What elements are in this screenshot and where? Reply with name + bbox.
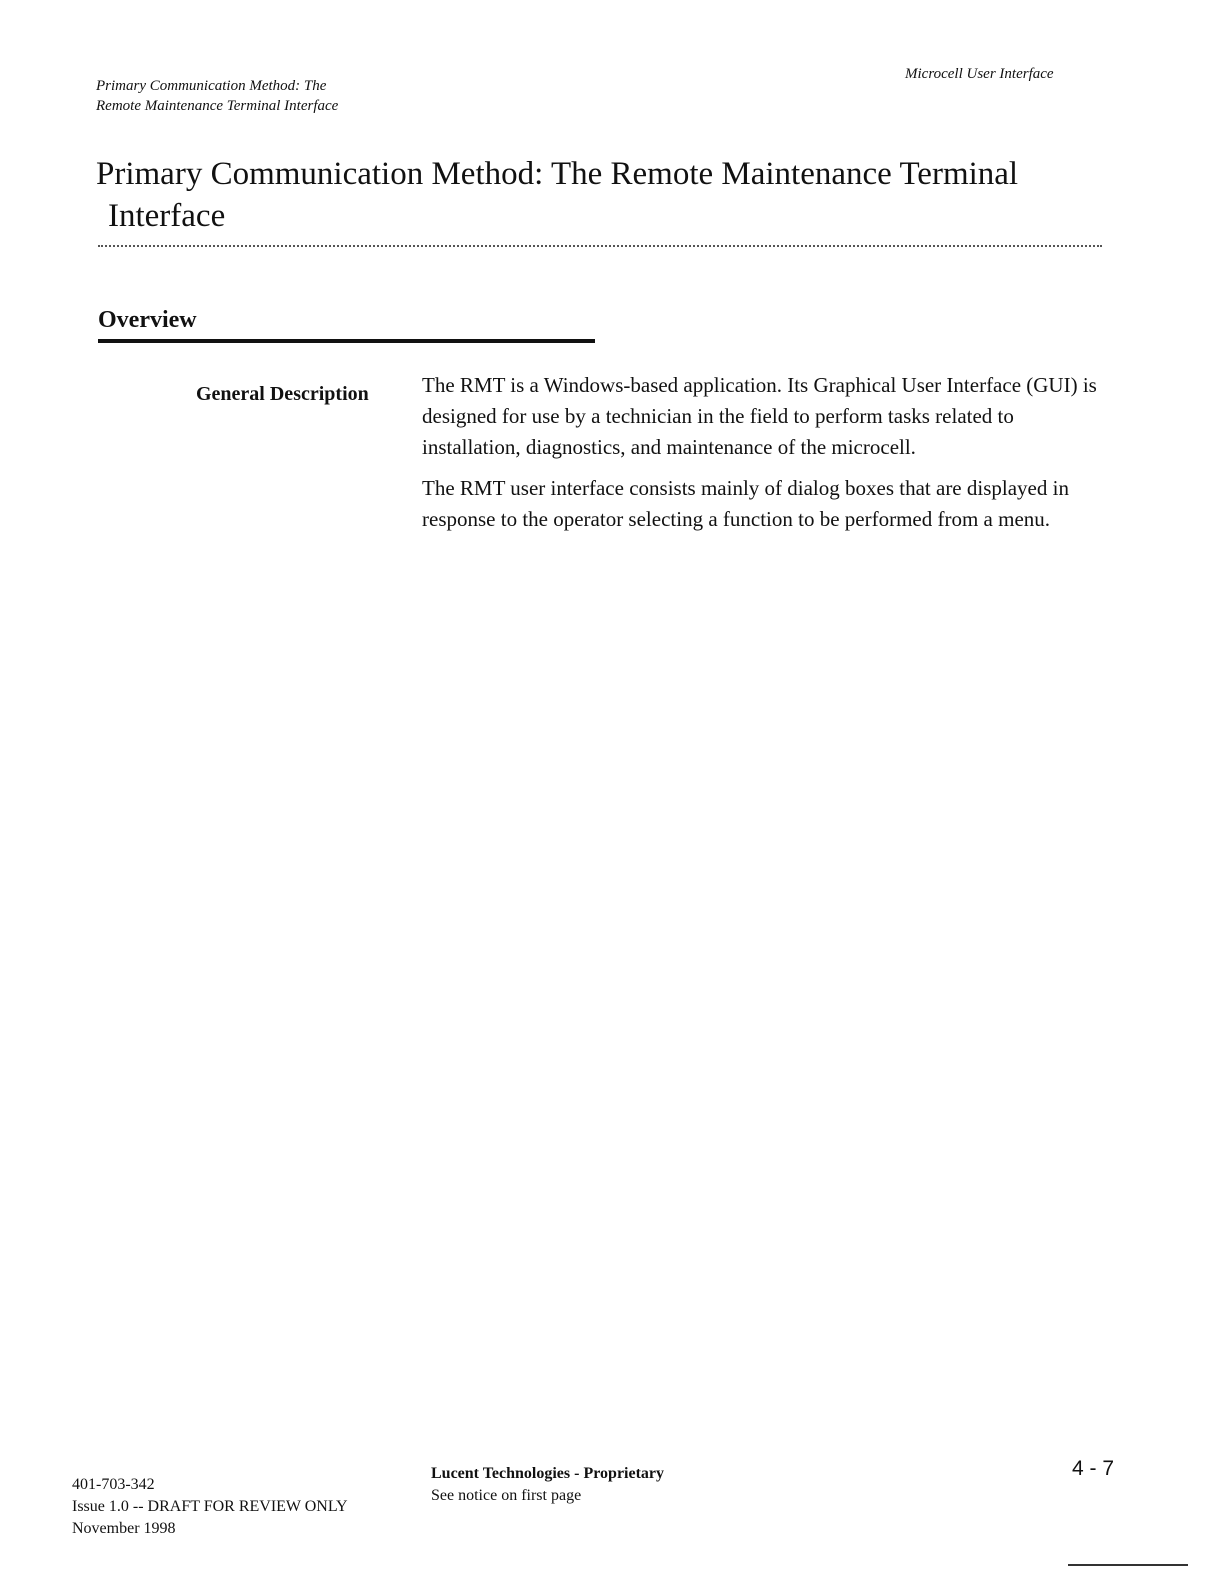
side-label: General Description <box>196 383 369 405</box>
body-text <box>422 370 1112 545</box>
title-dotted-rule <box>98 245 1102 247</box>
body-paragraph-1: The RMT is a Windows-based application. Its Graphical User Interface (GUI) is designed for use by a technician in the field to perform tasks related to installation, diagnostics, and maintenance of the microcell. <box>422 373 1097 459</box>
body-paragraph-2: The RMT user interface consists mainly of dialog boxes that are displayed in response to the operator selecting a function to be performed from a menu. <box>422 476 1069 531</box>
footer-center <box>431 1463 664 1507</box>
running-header-right: Microcell User Interface <box>905 66 1054 82</box>
page-title <box>96 153 1106 237</box>
footer-date: November 1998 <box>72 1520 176 1537</box>
footer-issue: Issue 1.0 -- DRAFT FOR REVIEW ONLY <box>72 1498 348 1515</box>
footer-notice: See notice on first page <box>431 1487 582 1504</box>
footer-rule <box>1068 1564 1188 1566</box>
footer-doc-number: 401-703-342 <box>72 1476 155 1493</box>
footer-company: Lucent Technologies - Proprietary <box>431 1465 665 1482</box>
footer-left <box>72 1474 348 1540</box>
page-number: 4 - 7 <box>1072 1457 1115 1480</box>
running-header-left-line2: Remote Maintenance Terminal Interface <box>96 98 339 114</box>
section-heading: Overview <box>98 307 197 333</box>
page-title-line2: Interface <box>108 198 226 234</box>
section-heading-rule <box>98 339 595 343</box>
running-header-left-line1: Primary Communication Method: The <box>96 78 327 94</box>
page-title-line1: Primary Communication Method: The Remote Maintenance Terminal <box>96 156 1019 192</box>
running-header-left <box>96 76 338 116</box>
